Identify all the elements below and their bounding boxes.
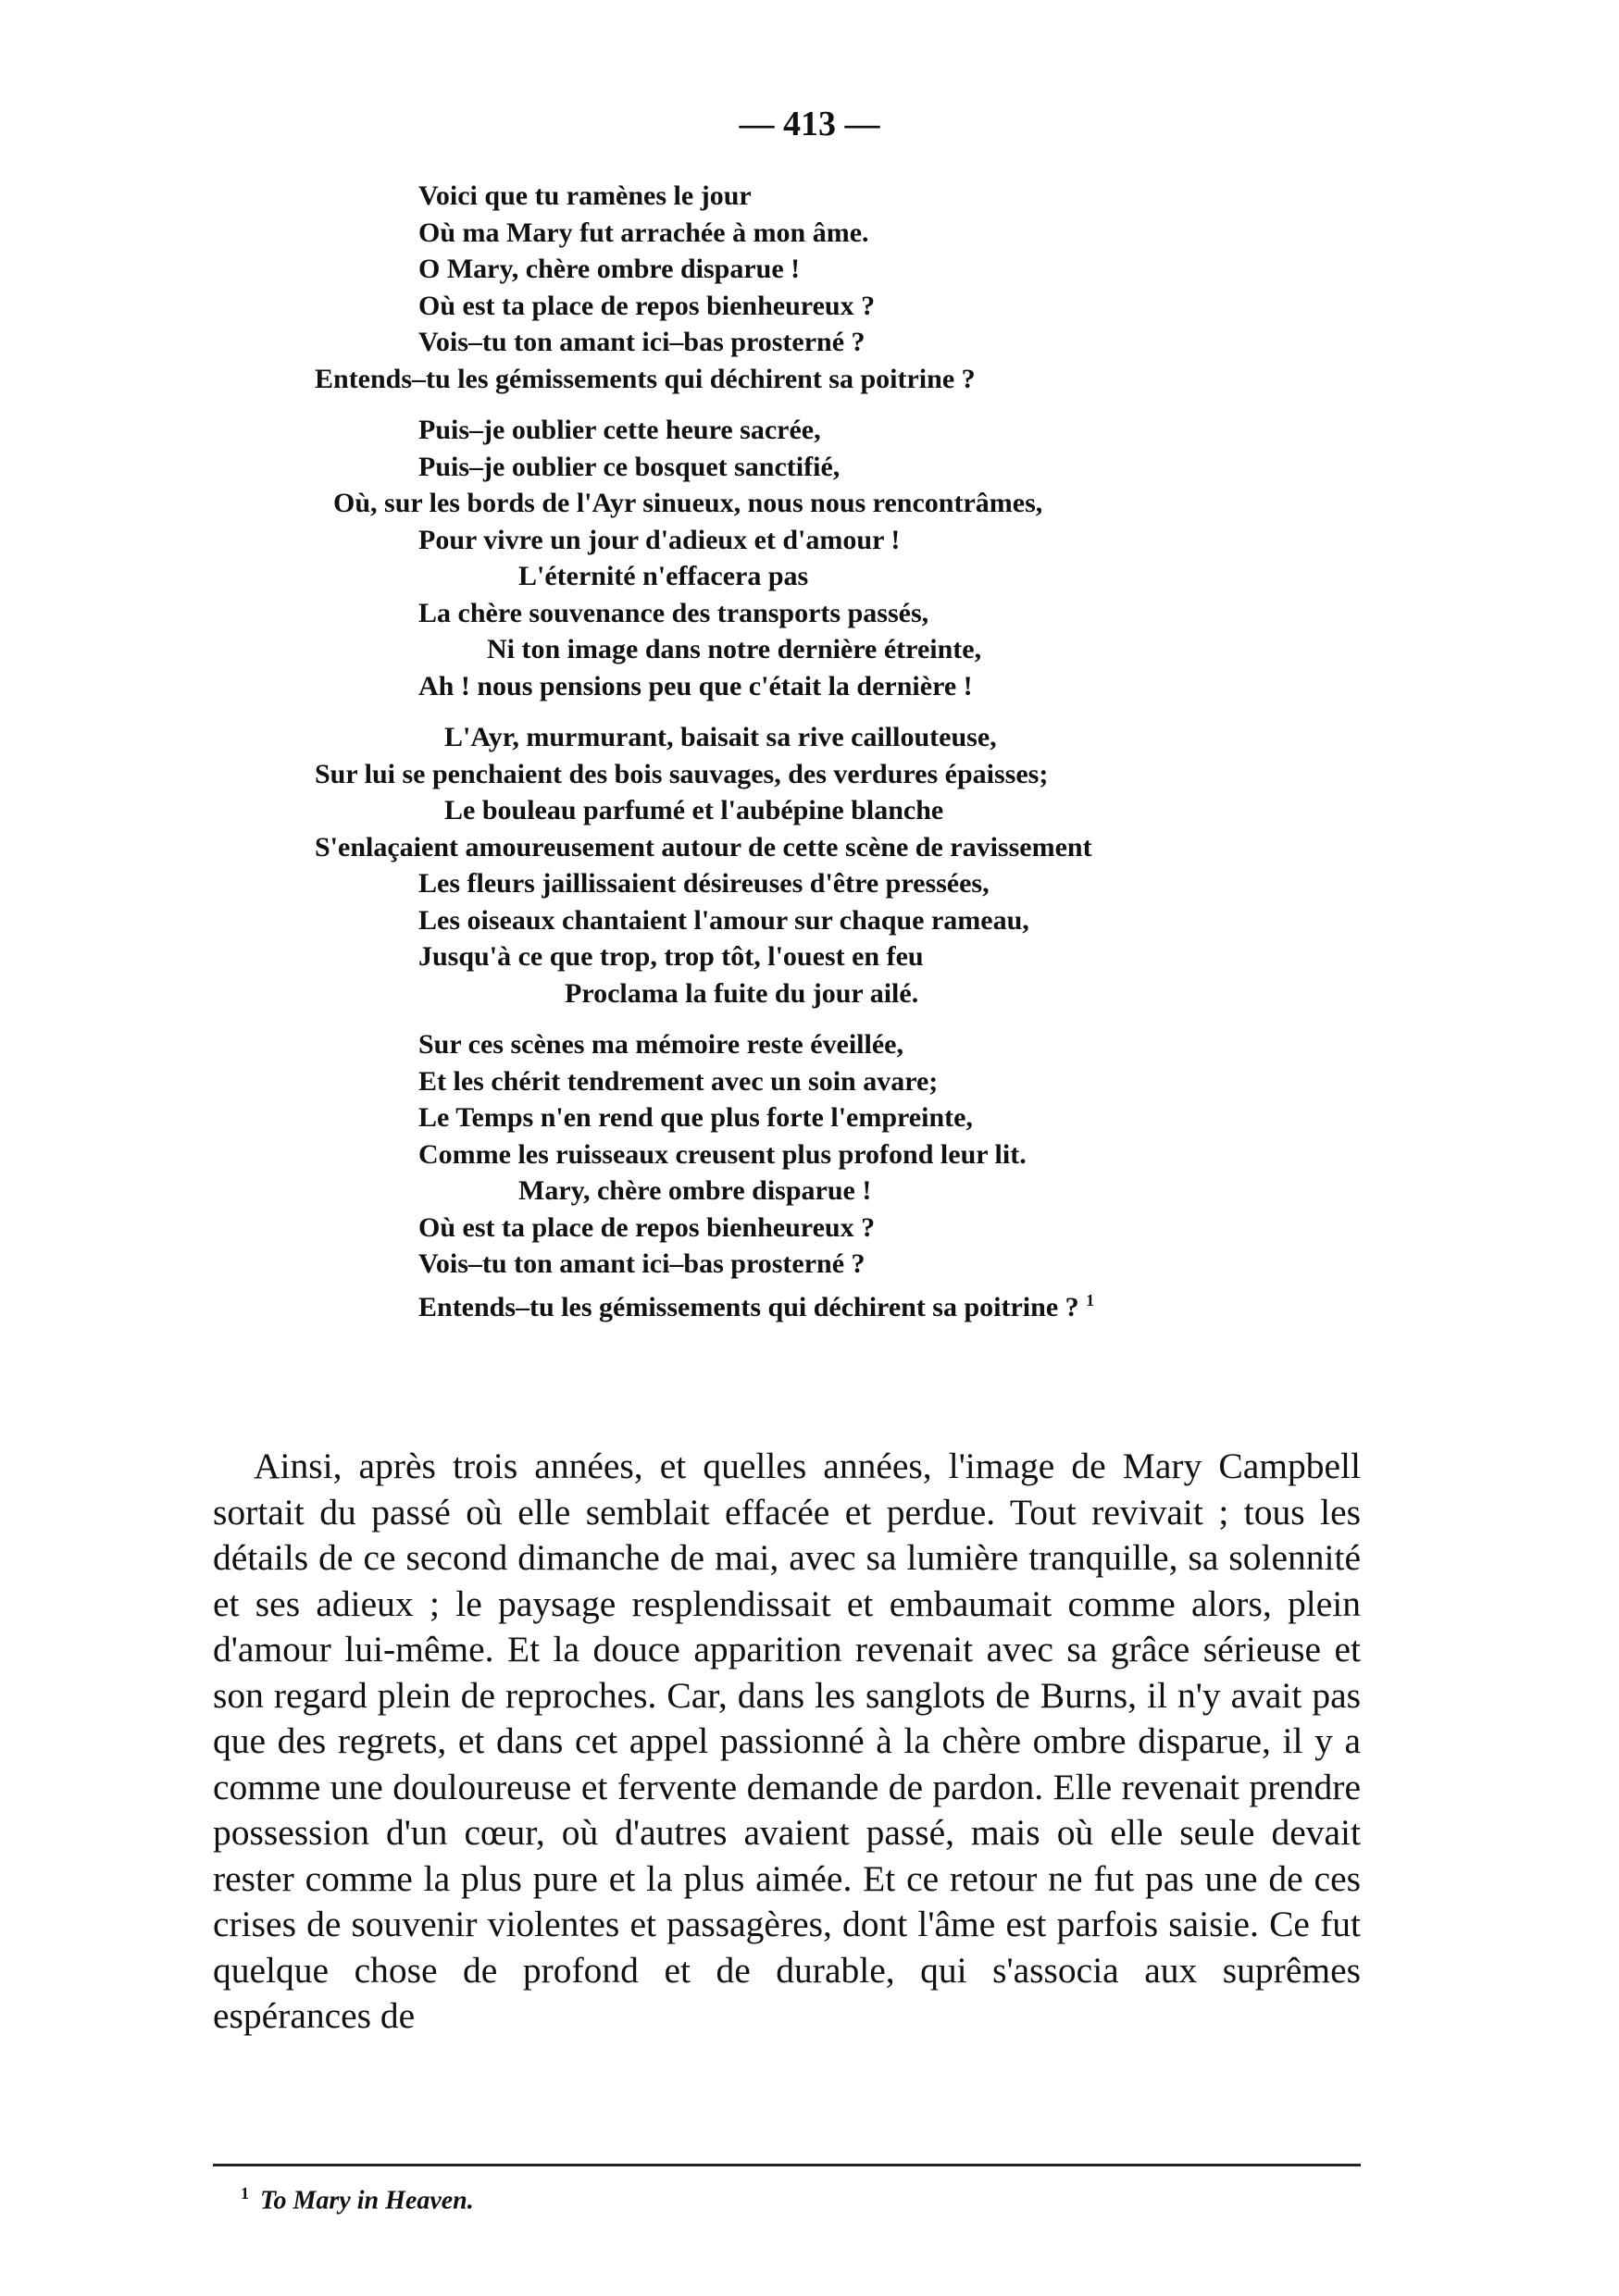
poem-line: Comme les ruisseaux creusent plus profond leur lit.	[418, 1138, 1027, 1170]
poem-line	[315, 1283, 1240, 1326]
stanza-3	[315, 719, 1240, 1011]
poem-line: Sur ces scènes ma mémoire reste éveillée,	[418, 1029, 903, 1060]
poem-line: Pour vivre un jour d'adieux et d'amour !	[418, 524, 901, 555]
poem-line: Puis–je oublier cette heure sacrée,	[418, 415, 821, 445]
poem-line: Jusqu'à ce que trop, trop tôt, l'ouest en feu	[418, 941, 924, 972]
poem-line: Le bouleau parfumé et l'aubépine blanche	[444, 795, 944, 825]
poem	[315, 178, 1240, 1340]
poem-line: L'éternité n'effacera pas	[518, 561, 809, 591]
poem-line: O Mary, chère ombre disparue !	[418, 254, 801, 284]
poem-line: Les oiseaux chantaient l'amour sur chaque rameau,	[418, 904, 1029, 936]
poem-line: Proclama la fuite du jour ailé.	[565, 977, 919, 1009]
poem-line: Vois–tu ton amant ici–bas prosterné ?	[418, 327, 866, 357]
poem-line: Ni ton image dans notre dernière étreinte,	[487, 634, 982, 664]
poem-line: Voici que tu ramènes le jour	[418, 180, 752, 211]
footnote-text: To Mary in Heaven.	[260, 2186, 474, 2215]
poem-line: Puis–je oublier ce bosquet sanctifié,	[418, 451, 841, 482]
poem-line: S'enlaçaient amoureusement autour de cette scène de ravissement	[315, 831, 1092, 863]
poem-line: Et les chérit tendrement avec un soin avare;	[418, 1065, 939, 1097]
footnote-number: 1	[241, 2184, 249, 2203]
poem-line-text: Entends–tu les gémissements qui déchirent sa poitrine ?	[418, 1291, 1079, 1322]
poem-line: Vois–tu ton amant ici–bas prosterné ?	[418, 1248, 866, 1279]
stanza-2	[315, 412, 1240, 704]
poem-line: Où est ta place de repos bienheureux ?	[418, 1211, 876, 1243]
footnote	[241, 2184, 474, 2215]
poem-line: Ah ! nous pensions peu que c'était la dernière !	[418, 670, 973, 701]
stanza-1	[315, 178, 1240, 397]
poem-line: L'Ayr, murmurant, baisait sa rive caillouteuse,	[444, 722, 997, 752]
poem-line: Sur lui se penchaient des bois sauvages, des verdures épaisses;	[315, 758, 1049, 789]
body-text	[213, 1444, 1361, 2040]
paragraph: Ainsi, après trois années, et quelles années, l'image de Mary Campbell sortait du passé où elle semblait effacée et perdue. Tout revivait ; tous les détails de ce second dimanche de mai, avec sa lumière tranquille, sa solennité et ses adieux ; le paysage resplendissait et embaumait comme alors, plein d'amour lui-même. Et la douce apparition revenait avec sa grâce sérieuse et son regard plein de reproches. Car, dans les sanglots de Burns, il n'y avait pas que des regrets, et dans cet appel passionné à la chère ombre disparue, il y a comme une douloureuse et fervente demande de pardon. Elle revenait prendre possession d'un cœur, où d'autres avaient passé, mais où elle seule devait rester comme la plus pure et la plus aimée. Et ce retour ne fut pas une de ces crises de souvenir violentes et passagères, dont l'âme est parfois saisie. Ce fut quelque chose de profond et de durable, qui s'associa aux suprêmes espérances de	[213, 1446, 1361, 2036]
stanza-4	[315, 1026, 1240, 1325]
poem-line: Entends–tu les gémissements qui déchirent sa poitrine ?	[315, 363, 976, 394]
footnote-marker: 1	[1086, 1290, 1095, 1309]
poem-line: Où ma Mary fut arrachée à mon âme.	[418, 217, 869, 248]
footnote-divider	[213, 2164, 1361, 2166]
poem-line: Où, sur les bords de l'Ayr sinueux, nous nous rencontrâmes,	[333, 488, 1043, 518]
poem-line: Les fleurs jaillissaient désireuses d'être pressées,	[418, 868, 990, 899]
poem-line: Mary, chère ombre disparue !	[518, 1175, 872, 1206]
page-number: — 413 —	[739, 105, 880, 143]
poem-line: Le Temps n'en rend que plus forte l'empreinte,	[418, 1102, 973, 1133]
poem-line: Où est ta place de repos bienheureux ?	[418, 290, 876, 321]
poem-line: La chère souvenance des transports passés,	[418, 597, 929, 628]
